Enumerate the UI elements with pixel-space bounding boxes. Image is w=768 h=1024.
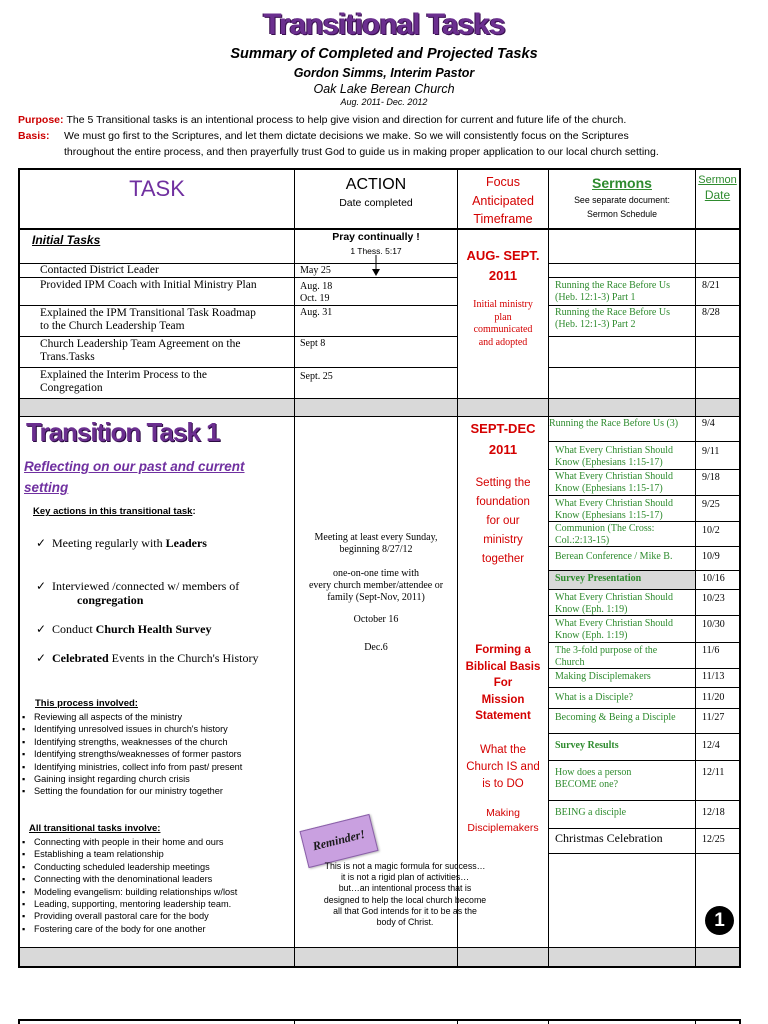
list-item: ▪ Identifying unresolved issues in church's history xyxy=(20,723,242,735)
list-item: ▪ Setting the foundation for our ministry together xyxy=(20,785,242,797)
sermon-entry: What Every Christian Should Know (Ephesians 1:15-17) xyxy=(555,445,674,468)
list-item: ▪ Connecting with people in their home and ours xyxy=(20,836,237,848)
sermon-entry: Survey Presentation xyxy=(555,573,642,584)
col-header-task: TASK xyxy=(129,176,185,201)
sermon-entry: Running the Race Before Us (Heb. 12:1-3) Part 2 xyxy=(555,307,670,330)
document-subtitle: Summary of Completed and Projected Tasks xyxy=(230,46,538,62)
sermon-entry: BEING a disciple xyxy=(555,807,627,818)
col-header-sermons: Sermons xyxy=(592,175,652,191)
initial-task-row: Explained the Interim Process to the Congregation xyxy=(40,369,208,394)
church-name: Oak Lake Berean Church xyxy=(313,82,455,96)
sermon-date: 8/28 xyxy=(702,307,720,318)
basis-paragraph xyxy=(18,129,748,160)
key-action-item: ✓ Celebrated Events in the Church's History xyxy=(36,651,259,665)
basis-line2: throughout the entire process, and then prayerfully trust God to guide us in making proper application to our local church setting. xyxy=(64,145,659,158)
list-item: ▪ Establishing a team relationship xyxy=(20,848,237,860)
sermon-entry: Survey Results xyxy=(555,740,619,751)
initial-task-date: Aug. 31 xyxy=(300,307,333,318)
date-range: Aug. 2011- Dec. 2012 xyxy=(340,97,428,107)
purpose-paragraph xyxy=(18,113,748,129)
task1-subtitle: Reflecting on our past and current setting xyxy=(24,459,245,495)
sermon-entry: What Every Christian Should Know (Ephesians 1:15-17) xyxy=(555,498,674,521)
col-header-sermon-date: Sermon Date xyxy=(698,174,737,202)
sermon-date: 10/30 xyxy=(702,619,725,630)
sermon-date: 9/11 xyxy=(702,446,720,457)
initial-task-row: Explained the IPM Transitional Task Roadmap to the Church Leadership Team xyxy=(40,307,256,332)
separator-band xyxy=(18,398,741,416)
sermon-date: 10/23 xyxy=(702,593,725,604)
list-item: ▪ Conducting scheduled leadership meetings xyxy=(20,861,237,873)
process-list xyxy=(20,711,242,798)
list-item: ▪ Providing overall pastoral care for the body xyxy=(20,910,237,922)
task1-focus-d: Making Disciplemakers xyxy=(467,807,539,834)
separator-band xyxy=(18,947,741,966)
initial-tasks-heading: Initial Tasks xyxy=(32,233,101,247)
key-action-item: ✓ Interviewed /connected w/ members of congregation xyxy=(36,579,240,607)
sermon-entry: How does a person BECOME one? xyxy=(555,767,632,790)
list-item: ▪ Leading, supporting, mentoring leadership team. xyxy=(20,898,237,910)
col-header-focus: Focus Anticipated Timeframe xyxy=(472,175,534,226)
all-tasks-label: All transitional tasks involve: xyxy=(29,823,161,834)
list-item: ▪ Identifying strengths, weaknesses of the church xyxy=(20,736,242,748)
key-actions-label: Key actions in this transitional task: xyxy=(33,506,196,517)
down-arrow-icon xyxy=(370,255,382,277)
list-item: ▪ Gaining insight regarding church crisis xyxy=(20,773,242,785)
document-title: Transitional Tasks xyxy=(263,8,505,41)
list-item: ▪ Connecting with the denominational leaders xyxy=(20,873,237,885)
sermon-date: 10/16 xyxy=(702,573,725,584)
reminder-text: This is not a magic formula for success… it is not a rigid plan of activities… but…an intentional process that is designed to help the local church become all that God intends for it to be as the body of Christ. xyxy=(323,861,487,928)
pray-continually: Pray continually ! xyxy=(332,231,420,243)
sermon-date: 10/2 xyxy=(702,525,720,536)
col-header-sermons-sub2: Sermon Schedule xyxy=(587,209,657,219)
sermon-date: 9/4 xyxy=(702,418,715,429)
sermon-date: 9/18 xyxy=(702,472,720,483)
task1-focus-b: Forming a Biblical Basis For Mission Statement xyxy=(465,644,541,722)
sermon-date: 11/13 xyxy=(702,671,725,682)
action-october: October 16 xyxy=(353,614,399,625)
sermon-entry: Running the Race Before Us (Heb. 12:1-3) Part 1 xyxy=(555,280,670,303)
task1-focus-a: Setting the foundation for our ministry together xyxy=(475,477,531,565)
sermon-date: 8/21 xyxy=(702,280,720,291)
sermon-entry: What Every Christian Should Know (Eph. 1:19) xyxy=(555,592,674,615)
list-item: ▪ Identifying ministries, collect info from past/ present xyxy=(20,761,242,773)
task-number-badge: 1 xyxy=(705,906,734,935)
initial-task-row: Church Leadership Team Agreement on the Trans.Tasks xyxy=(40,338,241,363)
list-item: ▪ Fostering care of the body for one another xyxy=(20,923,237,935)
reminder-note-icon: Reminder! xyxy=(299,814,378,868)
sermon-entry: What Every Christian Should Know (Ephesians 1:15-17) xyxy=(555,471,674,494)
key-action-item: ✓ Conduct Church Health Survey xyxy=(36,622,212,636)
sermon-entry: What is a Disciple? xyxy=(555,692,634,703)
initial-focus-note: Initial ministry plan communicated and adopted xyxy=(473,299,533,348)
initial-task-row: Provided IPM Coach with Initial Ministry Plan xyxy=(40,279,257,291)
basis-label: Basis: xyxy=(18,130,50,142)
sermon-entry: Christmas Celebration xyxy=(555,831,663,845)
sermon-date: 12/4 xyxy=(702,740,720,751)
col-header-action-sub: Date completed xyxy=(339,197,413,209)
sermon-date: 10/9 xyxy=(702,551,720,562)
sermon-date: 11/6 xyxy=(702,645,720,656)
sermon-date: 12/25 xyxy=(702,834,725,845)
sermon-date: 12/11 xyxy=(702,767,725,778)
sermon-entry: The 3-fold purpose of the Church xyxy=(555,645,658,668)
list-item: ▪ Identifying strengths/weaknesses of former pastors xyxy=(20,748,242,760)
sermon-date: 12/18 xyxy=(702,807,725,818)
author-line: Gordon Simms, Interim Pastor xyxy=(293,66,475,80)
all-tasks-list xyxy=(20,836,237,935)
initial-task-date: Sept 8 xyxy=(300,338,326,349)
action-one-on-one: one-on-one time with every church member/attendee or family (Sept-Nov, 2011) xyxy=(308,568,444,603)
task1-focus-head: SEPT-DEC 2011 xyxy=(470,421,536,457)
sermon-entry: Berean Conference / Mike B. xyxy=(555,551,673,562)
list-item: ▪ Reviewing all aspects of the ministry xyxy=(20,711,242,723)
basis-line1: We must go first to the Scriptures, and let them dictate decisions we make. So we will consistently focus on the Scriptures xyxy=(64,130,629,142)
sermon-date: 11/27 xyxy=(702,712,725,723)
sermon-entry: What Every Christian Should Know (Eph. 1:19) xyxy=(555,618,674,641)
initial-task-row: Contacted District Leader xyxy=(40,264,159,276)
initial-task-date: May 25 xyxy=(300,265,331,276)
sermon-entry: Running the Race Before Us (3) xyxy=(549,418,679,429)
action-december: Dec.6 xyxy=(364,642,388,653)
task1-focus-c: What the Church IS and is to DO xyxy=(466,744,540,790)
initial-task-date: Sept. 25 xyxy=(300,371,333,382)
col-header-action: ACTION xyxy=(345,176,407,193)
sermon-entry: Becoming & Being a Disciple xyxy=(555,712,676,723)
sermon-date: 9/25 xyxy=(702,499,720,510)
pray-reference: 1 Thess. 5:17 xyxy=(350,246,402,256)
initial-focus-head: AUG- SEPT. 2011 xyxy=(466,248,540,283)
list-item: ▪ Modeling evangelism: building relationships w/lost xyxy=(20,886,237,898)
action-meeting: Meeting at least every Sunday, beginning 8/27/12 xyxy=(314,532,438,555)
task1-title: Transition Task 1 xyxy=(26,417,220,447)
process-label: This process involved: xyxy=(35,698,138,709)
sermon-entry: Communion (The Cross: Col.:2:13-15) xyxy=(555,523,655,546)
initial-task-date: Aug. 18 Oct. 19 xyxy=(300,281,333,304)
sermon-entry: Making Disciplemakers xyxy=(555,671,651,682)
key-action-item: ✓ Meeting regularly with Leaders xyxy=(36,536,207,550)
sermon-date: 11/20 xyxy=(702,692,725,703)
purpose-label: Purpose: xyxy=(18,114,64,126)
purpose-text: The 5 Transitional tasks is an intentional process to help give vision and direction for current and future life of the church. xyxy=(66,114,627,126)
col-header-sermons-sub1: See separate document: xyxy=(574,195,670,205)
